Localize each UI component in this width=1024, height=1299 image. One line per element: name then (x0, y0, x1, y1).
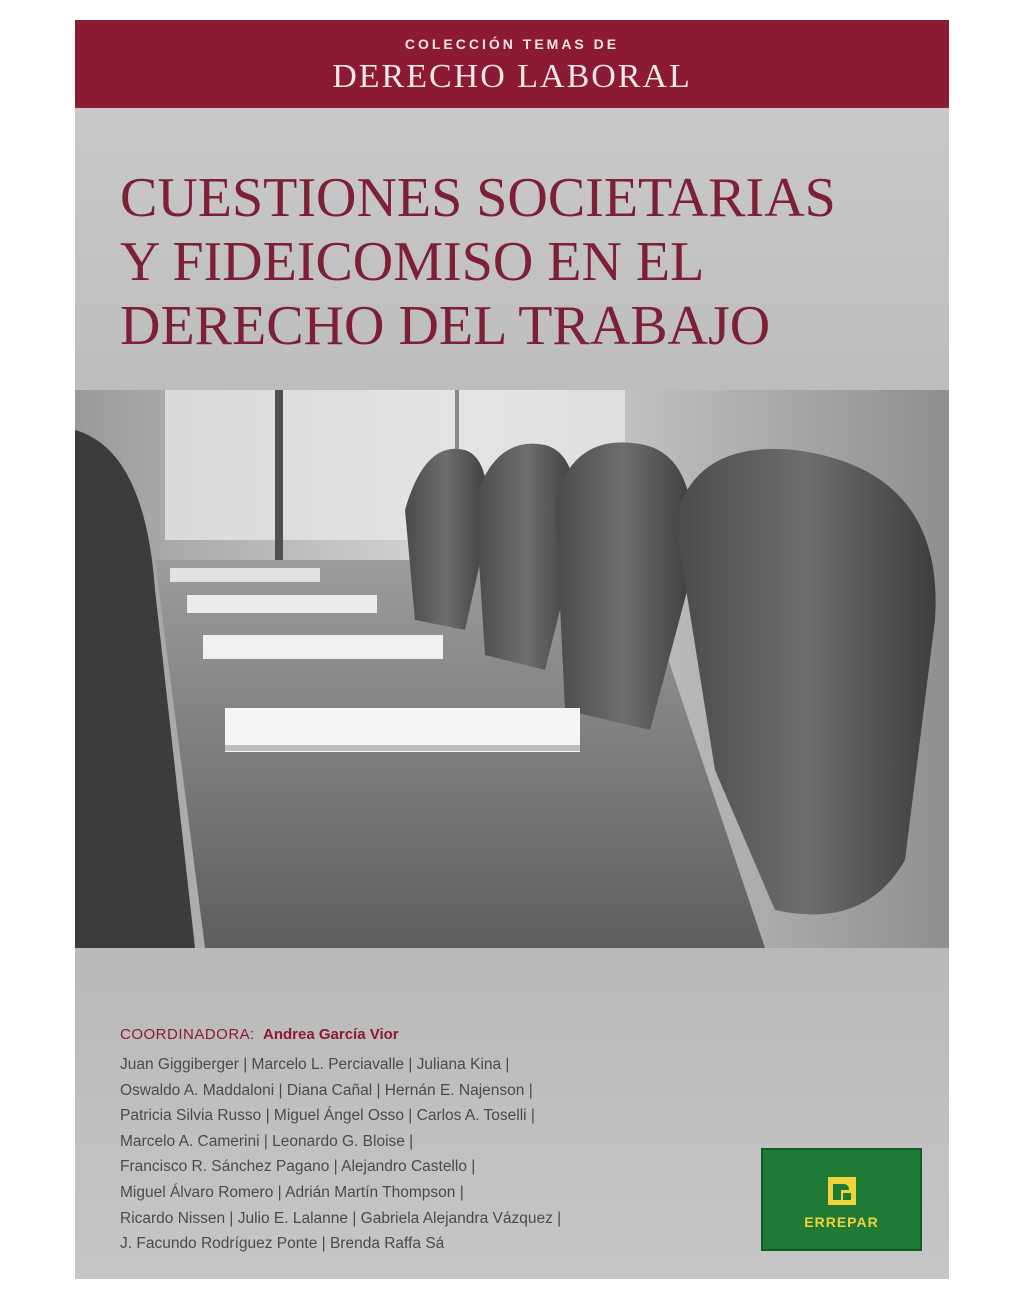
coordinator-name: Andrea García Vior (263, 1026, 399, 1043)
author-line: Oswaldo A. Maddaloni | Diana Cañal | Hernán E. Najenson | (120, 1081, 533, 1099)
book-title-line: CUESTIONES SOCIETARIAS (120, 167, 836, 229)
title-area (75, 108, 949, 390)
author-list (120, 1052, 760, 1257)
author-line: Juan Giggiberger | Marcelo L. Perciavalle | Juliana Kina | (120, 1056, 510, 1073)
cover-photo-meeting-room (75, 390, 949, 948)
book-title-line: Y FIDEICOMISO EN EL (120, 231, 705, 293)
publisher-logo (761, 1148, 922, 1251)
author-line: Francisco R. Sánchez Pagano | Alejandro Castello | (120, 1158, 476, 1176)
coordinator-label: COORDINADORA: (120, 1026, 255, 1043)
book-title (120, 166, 920, 358)
author-line: Patricia Silvia Russo | Miguel Ángel Osso | Carlos A. Toselli | (120, 1107, 535, 1125)
series-label: COLECCIÓN TEMAS DE (404, 36, 620, 52)
publisher-emblem-icon (827, 1176, 857, 1206)
author-line: Ricardo Nissen | Julio E. Lalanne | Gabriela Alejandra Vázquez | (120, 1209, 562, 1227)
meeting-room-illustration (75, 390, 949, 948)
coordinator-line (120, 1026, 399, 1043)
book-cover (75, 20, 949, 1279)
book-title-line: DERECHO DEL TRABAJO (120, 295, 771, 357)
series-header (75, 20, 949, 108)
author-line: J. Facundo Rodríguez Ponte | Brenda Raffa Sá (120, 1235, 445, 1253)
series-name: DERECHO LABORAL (332, 58, 692, 95)
author-line: Marcelo A. Camerini | Leonardo G. Bloise | (120, 1132, 414, 1150)
publisher-name: ERREPAR (804, 1214, 879, 1230)
author-line: Miguel Álvaro Romero | Adrián Martín Thompson | (120, 1183, 464, 1201)
